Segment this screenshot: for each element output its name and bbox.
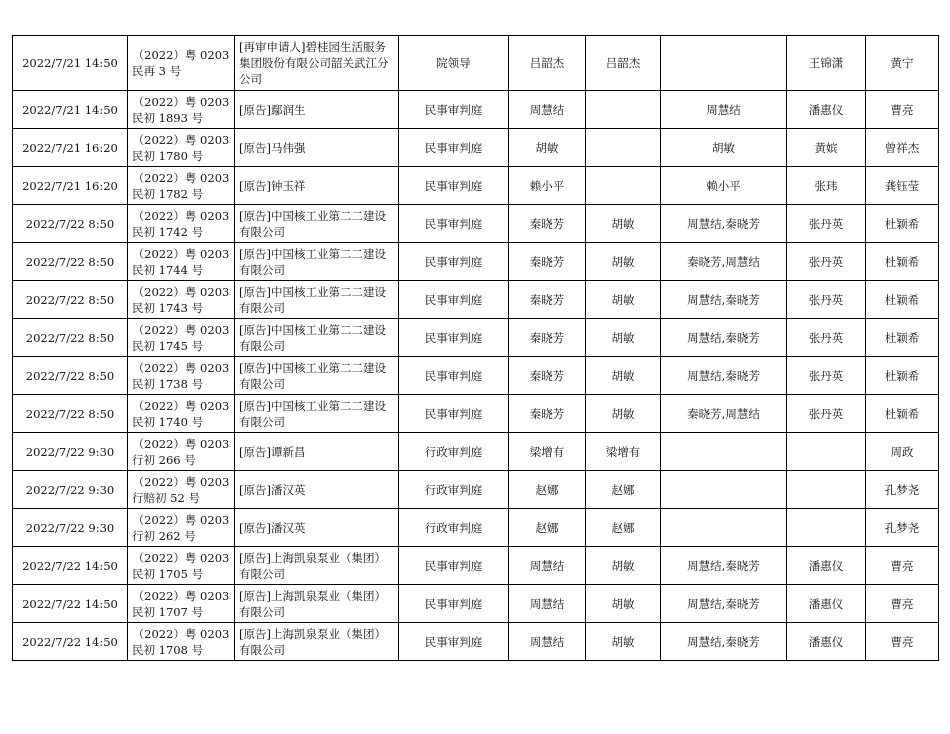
presiding-judge-cell bbox=[586, 129, 661, 167]
table-row bbox=[13, 205, 939, 243]
presiding-judge-cell: 胡敏 bbox=[586, 357, 661, 395]
department-cell: 民事审判庭 bbox=[399, 91, 509, 129]
case-number-serial: 民初 1738 号 bbox=[132, 376, 204, 391]
department-cell: 行政审判庭 bbox=[399, 471, 509, 509]
judge-cell: 赖小平 bbox=[509, 167, 586, 205]
hearing-time-cell: 2022/7/22 8:50 bbox=[13, 357, 128, 395]
party-cell: [原告]中国核工业第二二建设有限公司 bbox=[235, 319, 399, 357]
case-number-cell bbox=[128, 357, 235, 395]
judge-cell: 周慧结 bbox=[509, 547, 586, 585]
judge-cell: 梁增有 bbox=[509, 433, 586, 471]
judge-assistant-cell: 杜颖希 bbox=[866, 243, 939, 281]
judge-cell: 胡敏 bbox=[509, 129, 586, 167]
hearing-time-cell: 2022/7/22 8:50 bbox=[13, 243, 128, 281]
judge-assistant-cell: 杜颖希 bbox=[866, 205, 939, 243]
case-number-cell bbox=[128, 281, 235, 319]
panel-members-cell: 秦晓芳,周慧结 bbox=[661, 243, 787, 281]
clerk-cell: 张丹英 bbox=[787, 243, 866, 281]
clerk-cell bbox=[787, 509, 866, 547]
panel-members-cell: 秦晓芳,周慧结 bbox=[661, 395, 787, 433]
case-number-cell bbox=[128, 167, 235, 205]
clerk-cell: 王锦潇 bbox=[787, 36, 866, 91]
case-number-year-court: （2022）粤 0203 bbox=[132, 48, 230, 62]
clerk-cell: 张丹英 bbox=[787, 205, 866, 243]
case-number-cell bbox=[128, 585, 235, 623]
party-cell: [原告]中国核工业第二二建设有限公司 bbox=[235, 243, 399, 281]
judge-cell: 赵娜 bbox=[509, 509, 586, 547]
department-cell: 民事审判庭 bbox=[399, 129, 509, 167]
party-cell: [原告]中国核工业第二二建设有限公司 bbox=[235, 357, 399, 395]
case-number-year-court: （2022）粤 0203 bbox=[132, 360, 230, 375]
case-number-cell bbox=[128, 623, 235, 661]
presiding-judge-cell: 赵娜 bbox=[586, 471, 661, 509]
hearing-schedule-table bbox=[12, 35, 939, 661]
panel-members-cell: 周慧结,秦晓芳 bbox=[661, 623, 787, 661]
panel-members-cell bbox=[661, 36, 787, 91]
judge-assistant-cell: 杜颖希 bbox=[866, 357, 939, 395]
judge-assistant-cell: 曾祥杰 bbox=[866, 129, 939, 167]
table-row bbox=[13, 547, 939, 585]
department-cell: 民事审判庭 bbox=[399, 585, 509, 623]
panel-members-cell: 周慧结,秦晓芳 bbox=[661, 585, 787, 623]
case-number-year-court: （2022）粤 0203 bbox=[132, 132, 230, 147]
hearing-time-cell: 2022/7/22 8:50 bbox=[13, 319, 128, 357]
hearing-time-cell: 2022/7/22 14:50 bbox=[13, 547, 128, 585]
presiding-judge-cell: 胡敏 bbox=[586, 205, 661, 243]
table-row bbox=[13, 129, 939, 167]
clerk-cell bbox=[787, 433, 866, 471]
judge-cell: 吕韶杰 bbox=[509, 36, 586, 91]
hearing-time-cell: 2022/7/22 9:30 bbox=[13, 509, 128, 547]
presiding-judge-cell: 赵娜 bbox=[586, 509, 661, 547]
case-number-serial: 民初 1782 号 bbox=[132, 186, 204, 201]
case-number-year-court: （2022）粤 0203 bbox=[132, 94, 230, 109]
case-number-cell bbox=[128, 471, 235, 509]
schedule-body bbox=[13, 36, 939, 661]
judge-cell: 秦晓芳 bbox=[509, 281, 586, 319]
case-number-serial: 民初 1708 号 bbox=[132, 642, 204, 657]
panel-members-cell: 周慧结,秦晓芳 bbox=[661, 357, 787, 395]
hearing-time-cell: 2022/7/22 9:30 bbox=[13, 471, 128, 509]
case-number-serial: 民初 1740 号 bbox=[132, 414, 204, 429]
party-cell: [原告]上海凯泉泵业（集团）有限公司 bbox=[235, 623, 399, 661]
judge-assistant-cell: 曹亮 bbox=[866, 623, 939, 661]
case-number-serial: 民初 1707 号 bbox=[132, 604, 204, 619]
hearing-time-cell: 2022/7/21 14:50 bbox=[13, 91, 128, 129]
case-number-year-court: （2022）粤 0203 bbox=[132, 246, 230, 261]
department-cell: 民事审判庭 bbox=[399, 623, 509, 661]
judge-cell: 秦晓芳 bbox=[509, 357, 586, 395]
judge-cell: 周慧结 bbox=[509, 91, 586, 129]
party-cell: [原告]中国核工业第二二建设有限公司 bbox=[235, 281, 399, 319]
party-cell: [原告]钟玉祥 bbox=[235, 167, 399, 205]
panel-members-cell: 周慧结 bbox=[661, 91, 787, 129]
case-number-year-court: （2022）粤 0203 bbox=[132, 284, 230, 299]
judge-cell: 秦晓芳 bbox=[509, 205, 586, 243]
case-number-year-court: （2022）粤 0203 bbox=[132, 550, 230, 565]
department-cell: 院领导 bbox=[399, 36, 509, 91]
presiding-judge-cell: 胡敏 bbox=[586, 585, 661, 623]
table-row bbox=[13, 585, 939, 623]
judge-assistant-cell: 杜颖希 bbox=[866, 319, 939, 357]
presiding-judge-cell: 胡敏 bbox=[586, 319, 661, 357]
hearing-time-cell: 2022/7/22 8:50 bbox=[13, 205, 128, 243]
table-row bbox=[13, 243, 939, 281]
judge-cell: 周慧结 bbox=[509, 623, 586, 661]
clerk-cell: 张丹英 bbox=[787, 395, 866, 433]
party-cell: [原告]马伟强 bbox=[235, 129, 399, 167]
case-number-serial: 民初 1743 号 bbox=[132, 300, 204, 315]
judge-cell: 秦晓芳 bbox=[509, 243, 586, 281]
party-cell: [原告]中国核工业第二二建设有限公司 bbox=[235, 395, 399, 433]
table-row bbox=[13, 509, 939, 547]
case-number-year-court: （2022）粤 0203 bbox=[132, 474, 230, 489]
case-number-serial: 行赔初 52 号 bbox=[132, 490, 200, 505]
judge-cell: 秦晓芳 bbox=[509, 319, 586, 357]
panel-members-cell: 周慧结,秦晓芳 bbox=[661, 319, 787, 357]
panel-members-cell: 胡敏 bbox=[661, 129, 787, 167]
hearing-time-cell: 2022/7/21 16:20 bbox=[13, 129, 128, 167]
department-cell: 民事审判庭 bbox=[399, 547, 509, 585]
case-number-cell bbox=[128, 433, 235, 471]
clerk-cell: 张丹英 bbox=[787, 357, 866, 395]
panel-members-cell bbox=[661, 433, 787, 471]
hearing-time-cell: 2022/7/21 16:20 bbox=[13, 167, 128, 205]
judge-assistant-cell: 周政 bbox=[866, 433, 939, 471]
table-row bbox=[13, 433, 939, 471]
case-number-year-court: （2022）粤 0203 bbox=[132, 626, 230, 641]
hearing-time-cell: 2022/7/22 9:30 bbox=[13, 433, 128, 471]
party-cell: [原告]中国核工业第二二建设有限公司 bbox=[235, 205, 399, 243]
clerk-cell: 潘惠仪 bbox=[787, 91, 866, 129]
party-cell: [原告]上海凯泉泵业（集团）有限公司 bbox=[235, 585, 399, 623]
case-number-year-court: （2022）粤 0203 bbox=[132, 512, 230, 527]
party-cell: [原告]潘汉英 bbox=[235, 509, 399, 547]
judge-assistant-cell: 杜颖希 bbox=[866, 281, 939, 319]
case-number-cell bbox=[128, 129, 235, 167]
presiding-judge-cell: 胡敏 bbox=[586, 623, 661, 661]
hearing-time-cell: 2022/7/22 14:50 bbox=[13, 585, 128, 623]
panel-members-cell: 赖小平 bbox=[661, 167, 787, 205]
party-cell: [原告]鄢润生 bbox=[235, 91, 399, 129]
presiding-judge-cell: 胡敏 bbox=[586, 547, 661, 585]
judge-assistant-cell: 孔梦尧 bbox=[866, 471, 939, 509]
department-cell: 民事审判庭 bbox=[399, 319, 509, 357]
case-number-cell bbox=[128, 547, 235, 585]
clerk-cell: 潘惠仪 bbox=[787, 623, 866, 661]
case-number-year-court: （2022）粤 0203 bbox=[132, 322, 230, 337]
table-row bbox=[13, 471, 939, 509]
judge-cell: 秦晓芳 bbox=[509, 395, 586, 433]
case-number-cell bbox=[128, 509, 235, 547]
presiding-judge-cell: 梁增有 bbox=[586, 433, 661, 471]
department-cell: 民事审判庭 bbox=[399, 357, 509, 395]
department-cell: 民事审判庭 bbox=[399, 243, 509, 281]
department-cell: 民事审判庭 bbox=[399, 395, 509, 433]
panel-members-cell: 周慧结,秦晓芳 bbox=[661, 281, 787, 319]
clerk-cell: 张玮 bbox=[787, 167, 866, 205]
case-number-serial: 民初 1780 号 bbox=[132, 148, 204, 163]
panel-members-cell: 周慧结,秦晓芳 bbox=[661, 547, 787, 585]
presiding-judge-cell: 吕韶杰 bbox=[586, 36, 661, 91]
case-number-serial: 民初 1742 号 bbox=[132, 224, 204, 239]
table-row bbox=[13, 91, 939, 129]
case-number-cell bbox=[128, 243, 235, 281]
case-number-year-court: （2022）粤 0203 bbox=[132, 208, 230, 223]
judge-assistant-cell: 孔梦尧 bbox=[866, 509, 939, 547]
table-row bbox=[13, 357, 939, 395]
case-number-serial: 民初 1893 号 bbox=[132, 110, 204, 125]
department-cell: 民事审判庭 bbox=[399, 167, 509, 205]
table-row bbox=[13, 36, 939, 91]
department-cell: 行政审判庭 bbox=[399, 509, 509, 547]
party-cell: [原告]潘汉英 bbox=[235, 471, 399, 509]
case-number-year-court: （2022）粤 0203 bbox=[132, 588, 230, 603]
case-number-year-court: （2022）粤 0203 bbox=[132, 398, 230, 413]
judge-cell: 周慧结 bbox=[509, 585, 586, 623]
table-row bbox=[13, 167, 939, 205]
judge-cell: 赵娜 bbox=[509, 471, 586, 509]
case-number-cell bbox=[128, 395, 235, 433]
hearing-time-cell: 2022/7/22 14:50 bbox=[13, 623, 128, 661]
case-number-year-court: （2022）粤 0203 bbox=[132, 436, 230, 451]
party-cell: [原告]上海凯泉泵业（集团）有限公司 bbox=[235, 547, 399, 585]
case-number-cell bbox=[128, 36, 235, 91]
presiding-judge-cell: 胡敏 bbox=[586, 281, 661, 319]
case-number-serial: 民初 1705 号 bbox=[132, 566, 204, 581]
clerk-cell bbox=[787, 471, 866, 509]
table-row bbox=[13, 319, 939, 357]
table-row bbox=[13, 281, 939, 319]
presiding-judge-cell bbox=[586, 167, 661, 205]
panel-members-cell bbox=[661, 471, 787, 509]
case-number-serial: 行初 262 号 bbox=[132, 528, 196, 543]
clerk-cell: 张丹英 bbox=[787, 281, 866, 319]
judge-assistant-cell: 曹亮 bbox=[866, 547, 939, 585]
table-row bbox=[13, 395, 939, 433]
case-number-serial: 民初 1745 号 bbox=[132, 338, 204, 353]
presiding-judge-cell: 胡敏 bbox=[586, 243, 661, 281]
case-number-cell bbox=[128, 91, 235, 129]
case-number-serial: 民初 1744 号 bbox=[132, 262, 204, 277]
judge-assistant-cell: 曹亮 bbox=[866, 585, 939, 623]
judge-assistant-cell: 曹亮 bbox=[866, 91, 939, 129]
party-cell: [再审申请人]碧桂园生活服务集团股份有限公司韶关武江分公司 bbox=[235, 36, 399, 91]
case-number-year-court: （2022）粤 0203 bbox=[132, 170, 230, 185]
hearing-time-cell: 2022/7/22 8:50 bbox=[13, 281, 128, 319]
judge-assistant-cell: 黄宁 bbox=[866, 36, 939, 91]
clerk-cell: 潘惠仪 bbox=[787, 585, 866, 623]
panel-members-cell bbox=[661, 509, 787, 547]
hearing-time-cell: 2022/7/21 14:50 bbox=[13, 36, 128, 91]
clerk-cell: 黄嫔 bbox=[787, 129, 866, 167]
presiding-judge-cell: 胡敏 bbox=[586, 395, 661, 433]
department-cell: 民事审判庭 bbox=[399, 205, 509, 243]
case-number-serial: 民再 3 号 bbox=[132, 64, 182, 78]
judge-assistant-cell: 龚钰莹 bbox=[866, 167, 939, 205]
judge-assistant-cell: 杜颖希 bbox=[866, 395, 939, 433]
party-cell: [原告]谭新昌 bbox=[235, 433, 399, 471]
case-number-cell bbox=[128, 319, 235, 357]
case-number-serial: 行初 266 号 bbox=[132, 452, 196, 467]
panel-members-cell: 周慧结,秦晓芳 bbox=[661, 205, 787, 243]
table-row bbox=[13, 623, 939, 661]
presiding-judge-cell bbox=[586, 91, 661, 129]
department-cell: 行政审判庭 bbox=[399, 433, 509, 471]
clerk-cell: 潘惠仪 bbox=[787, 547, 866, 585]
department-cell: 民事审判庭 bbox=[399, 281, 509, 319]
case-number-cell bbox=[128, 205, 235, 243]
hearing-time-cell: 2022/7/22 8:50 bbox=[13, 395, 128, 433]
clerk-cell: 张丹英 bbox=[787, 319, 866, 357]
